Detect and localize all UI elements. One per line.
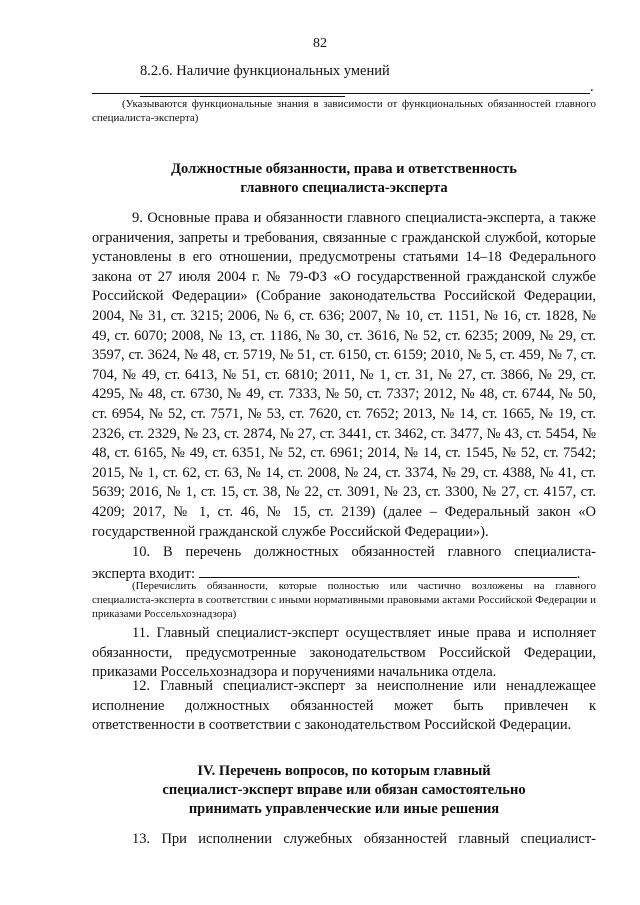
paragraph-9: 9. Основные права и обязанности главного специалиста-эксперта, а также ограничения, запреты и требования, связанные с гражданской службой, которые установлены в его отношении, предусмотрены статьями 14–18 Федерального закона от 27 июля 2004 г. № 79-ФЗ «О государственной гражданской службе Российской Федерации» (Собрание законодательства Российской Федерации, 2004, № 31, ст. 3215; 2006, № 6, ст. 636; 2007, № 10, ст. 1151, № 16, ст. 1828, № 49, ст. 6070; 2008, № 13, ст. 1186, № 30, ст. 3616, № 52, ст. 6235; 2009, № 29, ст. 3597, ст. 3624, № 48, ст. 5719, № 51, ст. 6150, ст. 6159; 2010, № 5, ст. 459, № 7, ст. 704, № 49, ст. 6413, № 51, ст. 6810; 2011, № 1, ст. 31, № 27, ст. 3866, № 29, ст. 4295, № 48, ст. 6730, № 49, ст. 7333, № 50, ст. 7337; 2012, № 48, ст. 6744, № 50, ст. 6954, № 52, ст. 7571, № 53, ст. 7620, ст. 7652; 2013, № 14, ст. 1665, № 19, ст. 2326, ст. 2329, № 23, ст. 2874, № 27, ст. 3441, ст. 3462, ст. 3477, № 43, ст. 5454, № 48, ст. 6165, № 49, ст. 6351, № 52, ст. 6961; 2014, № 14, ст. 1545, № 52, ст. 7542; 2015, № 1, ст. 62, ст. 63, № 14, ст. 2008, № 24, ст. 3374, № 29, ст. 4388, № 41, ст. 5639; 2016, № 1, ст. 15, ст. 38, № 22, ст. 3091, № 23, ст. 3300, № 27, ст. 4157, ст. 4209; 2017, № 1, ст. 46, № 15, ст. 2139) (далее – Федеральный закон «О государственной гражданской службе Российской Федерации»). [92,210,596,540]
section-826-label: 8.2.6. Наличие функциональных умений [140,63,390,79]
fill-in-blank [140,82,345,97]
heading-iv-line3: принимать управленческие или иные решения [188,801,500,817]
duties-blank [199,563,577,578]
paragraph-10-line2-text: эксперта входит: [92,565,196,582]
paragraph-13: 13. При исполнении служебных обязанностей главный специалист- [132,831,596,847]
heading-iv-line1: IV. Перечень вопросов, по которым главный [197,763,491,779]
heading-iv-line2: специалист-эксперт вправе или обязан самостоятельно [162,782,526,798]
section-826-trailing: . [590,79,594,95]
fill-in-line [92,93,590,94]
paragraph-10 [92,543,596,584]
heading-duties [92,160,596,198]
paragraph-10-trailing: . [576,565,581,582]
note-functional: (Указываются функциональные знания в зависимости от функциональных обязанностей главного специалиста-эксперта) [92,98,596,124]
paragraph-10-line1: 10. В перечень должностных обязанностей главного специалиста- [132,544,596,560]
note-duties: (Перечислить обязанности, которые полностью или частично возложены на главного специалиста-эксперта в соответствии с иными нормативными правовыми актами Российской Федерации и приказами Россельхознадзора) [92,580,596,620]
heading-duties-line2: главного специалиста-эксперта [240,180,448,196]
heading-duties-line1: Должностные обязанности, права и ответственность [171,161,517,177]
paragraph-11: 11. Главный специалист-эксперт осуществляет иные права и исполняет обязанности, предусмотренные законодательством Российской Федерации, приказами Россельхознадзора и поручениями начальника отдела. [92,625,596,681]
paragraph-12: 12. Главный специалист-эксперт за неисполнение или ненадлежащее исполнение должностных обязанностей может быть привлечен к ответственности в соответствии с законодательством Российской Федерации. [92,678,596,734]
heading-iv [92,762,596,819]
page-number: 82 [313,36,327,51]
